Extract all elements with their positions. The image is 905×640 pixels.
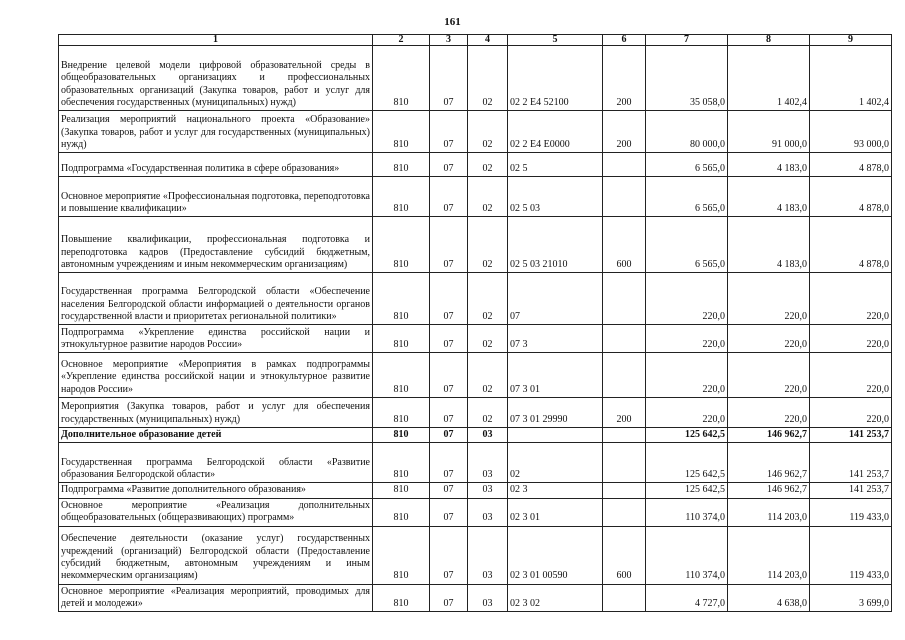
table-row xyxy=(59,325,892,353)
row-name: Повышение квалификации, профессиональная подготовка и переподготовка кадров (Предоставление субсидий бюджетным, автономным учреждениям и иным некоммерческим организациям) xyxy=(59,217,373,273)
table-row xyxy=(59,153,892,177)
row-target-article: 02 5 03 21010 xyxy=(508,217,603,273)
row-amount-year3: 220,0 xyxy=(810,325,892,353)
row-name: Государственная программа Белгородской области «Развитие образования Белгородской области» xyxy=(59,443,373,483)
header-cell: 8 xyxy=(728,35,810,46)
row-amount-year2: 220,0 xyxy=(728,273,810,325)
row-section-code: 07 xyxy=(430,398,468,428)
row-section-code: 07 xyxy=(430,526,468,584)
row-subsection-code: 03 xyxy=(468,584,508,612)
row-amount-year2: 91 000,0 xyxy=(728,111,810,153)
row-section-code: 07 xyxy=(430,217,468,273)
row-ministry-code: 810 xyxy=(373,111,430,153)
row-subsection-code: 02 xyxy=(468,46,508,111)
row-expense-type xyxy=(603,443,646,483)
table-row xyxy=(59,111,892,153)
row-ministry-code: 810 xyxy=(373,177,430,217)
row-expense-type xyxy=(603,428,646,443)
row-section-code: 07 xyxy=(430,498,468,526)
row-target-article: 02 3 01 xyxy=(508,498,603,526)
row-subsection-code: 02 xyxy=(468,111,508,153)
row-amount-year2: 114 203,0 xyxy=(728,526,810,584)
row-ministry-code: 810 xyxy=(373,498,430,526)
row-name: Мероприятия (Закупка товаров, работ и услуг для обеспечения государственных (муниципальных) нужд) xyxy=(59,398,373,428)
row-target-article: 02 5 xyxy=(508,153,603,177)
row-amount-year3: 220,0 xyxy=(810,398,892,428)
row-name: Подпрограмма «Развитие дополнительного образования» xyxy=(59,483,373,498)
row-target-article: 07 3 01 xyxy=(508,353,603,398)
row-subsection-code: 03 xyxy=(468,498,508,526)
row-name: Подпрограмма «Государственная политика в сфере образования» xyxy=(59,153,373,177)
row-amount-year1: 80 000,0 xyxy=(646,111,728,153)
header-cell: 4 xyxy=(468,35,508,46)
row-expense-type xyxy=(603,325,646,353)
row-expense-type xyxy=(603,584,646,612)
row-subsection-code: 02 xyxy=(468,398,508,428)
row-ministry-code: 810 xyxy=(373,217,430,273)
row-amount-year3: 220,0 xyxy=(810,273,892,325)
row-amount-year3: 141 253,7 xyxy=(810,443,892,483)
row-name: Обеспечение деятельности (оказание услуг) государственных учреждений (организаций) Белгородской области (Предоставление субсидий бюджетным, автономным учреждениям и иным некоммерческим организациям) xyxy=(59,526,373,584)
header-cell: 9 xyxy=(810,35,892,46)
row-amount-year2: 4 183,0 xyxy=(728,177,810,217)
row-amount-year1: 125 642,5 xyxy=(646,428,728,443)
row-section-code: 07 xyxy=(430,443,468,483)
row-name: Подпрограмма «Укрепление единства российской нации и этнокультурное развитие народов России» xyxy=(59,325,373,353)
table-row xyxy=(59,46,892,111)
row-ministry-code: 810 xyxy=(373,398,430,428)
row-subsection-code: 02 xyxy=(468,153,508,177)
row-subsection-code: 03 xyxy=(468,483,508,498)
header-cell: 6 xyxy=(603,35,646,46)
row-section-code: 07 xyxy=(430,46,468,111)
table-row xyxy=(59,483,892,498)
row-amount-year1: 110 374,0 xyxy=(646,498,728,526)
row-amount-year3: 1 402,4 xyxy=(810,46,892,111)
budget-table xyxy=(58,34,892,612)
row-section-code: 07 xyxy=(430,273,468,325)
row-target-article: 07 xyxy=(508,273,603,325)
row-amount-year2: 146 962,7 xyxy=(728,428,810,443)
row-amount-year3: 119 433,0 xyxy=(810,498,892,526)
row-amount-year1: 6 565,0 xyxy=(646,177,728,217)
row-ministry-code: 810 xyxy=(373,526,430,584)
row-name: Государственная программа Белгородской области «Обеспечение населения Белгородской области информацией о деятельности органов государственной власти и приоритетах региональной политики» xyxy=(59,273,373,325)
row-subsection-code: 02 xyxy=(468,325,508,353)
row-subsection-code: 02 xyxy=(468,353,508,398)
table-row xyxy=(59,526,892,584)
table-header-row xyxy=(59,35,892,46)
row-section-code: 07 xyxy=(430,111,468,153)
row-amount-year3: 93 000,0 xyxy=(810,111,892,153)
row-amount-year3: 4 878,0 xyxy=(810,153,892,177)
row-name: Основное мероприятие «Мероприятия в рамках подпрограммы «Укрепление единства российской нации и этнокультурное развитие народов России» xyxy=(59,353,373,398)
row-ministry-code: 810 xyxy=(373,483,430,498)
table-row xyxy=(59,584,892,612)
row-subsection-code: 02 xyxy=(468,177,508,217)
row-amount-year1: 125 642,5 xyxy=(646,443,728,483)
row-expense-type xyxy=(603,273,646,325)
row-subsection-code: 02 xyxy=(468,217,508,273)
row-section-code: 07 xyxy=(430,177,468,217)
row-amount-year2: 220,0 xyxy=(728,398,810,428)
row-amount-year1: 220,0 xyxy=(646,325,728,353)
header-cell: 1 xyxy=(59,35,373,46)
row-amount-year2: 4 183,0 xyxy=(728,217,810,273)
row-amount-year1: 220,0 xyxy=(646,398,728,428)
row-target-article: 07 3 01 29990 xyxy=(508,398,603,428)
row-amount-year1: 220,0 xyxy=(646,273,728,325)
page-number: 161 xyxy=(444,16,461,28)
row-expense-type: 200 xyxy=(603,398,646,428)
table-row xyxy=(59,217,892,273)
row-ministry-code: 810 xyxy=(373,46,430,111)
row-section-code: 07 xyxy=(430,325,468,353)
header-cell: 7 xyxy=(646,35,728,46)
row-section-code: 07 xyxy=(430,483,468,498)
table-row xyxy=(59,353,892,398)
row-subsection-code: 03 xyxy=(468,428,508,443)
row-amount-year1: 4 727,0 xyxy=(646,584,728,612)
table-row xyxy=(59,273,892,325)
header-cell: 3 xyxy=(430,35,468,46)
row-expense-type: 200 xyxy=(603,46,646,111)
row-subsection-code: 03 xyxy=(468,443,508,483)
table-row xyxy=(59,498,892,526)
row-amount-year2: 220,0 xyxy=(728,325,810,353)
row-amount-year3: 141 253,7 xyxy=(810,483,892,498)
row-ministry-code: 810 xyxy=(373,428,430,443)
row-target-article: 02 3 02 xyxy=(508,584,603,612)
row-expense-type: 600 xyxy=(603,217,646,273)
row-expense-type xyxy=(603,483,646,498)
row-amount-year1: 6 565,0 xyxy=(646,217,728,273)
row-amount-year3: 220,0 xyxy=(810,353,892,398)
row-amount-year3: 4 878,0 xyxy=(810,217,892,273)
row-target-article: 07 3 xyxy=(508,325,603,353)
row-amount-year1: 125 642,5 xyxy=(646,483,728,498)
row-target-article: 02 3 xyxy=(508,483,603,498)
row-expense-type: 600 xyxy=(603,526,646,584)
row-target-article: 02 5 03 xyxy=(508,177,603,217)
row-amount-year3: 119 433,0 xyxy=(810,526,892,584)
row-name: Основное мероприятие «Профессиональная подготовка, переподготовка и повышение квалификации» xyxy=(59,177,373,217)
row-expense-type: 200 xyxy=(603,111,646,153)
row-amount-year2: 4 638,0 xyxy=(728,584,810,612)
row-section-code: 07 xyxy=(430,584,468,612)
row-expense-type xyxy=(603,498,646,526)
row-name: Основное мероприятие «Реализация дополнительных общеобразовательных (общеразвивающих) программ» xyxy=(59,498,373,526)
row-amount-year1: 220,0 xyxy=(646,353,728,398)
row-target-article: 02 2 E4 E0000 xyxy=(508,111,603,153)
row-amount-year2: 114 203,0 xyxy=(728,498,810,526)
row-ministry-code: 810 xyxy=(373,153,430,177)
row-name: Дополнительное образование детей xyxy=(59,428,373,443)
row-target-article: 02 2 E4 52100 xyxy=(508,46,603,111)
table-row xyxy=(59,398,892,428)
row-target-article: 02 xyxy=(508,443,603,483)
row-amount-year3: 4 878,0 xyxy=(810,177,892,217)
row-amount-year1: 110 374,0 xyxy=(646,526,728,584)
row-ministry-code: 810 xyxy=(373,273,430,325)
row-amount-year2: 4 183,0 xyxy=(728,153,810,177)
table-row xyxy=(59,177,892,217)
row-amount-year1: 35 058,0 xyxy=(646,46,728,111)
row-ministry-code: 810 xyxy=(373,353,430,398)
row-amount-year3: 141 253,7 xyxy=(810,428,892,443)
row-subsection-code: 03 xyxy=(468,526,508,584)
row-amount-year2: 146 962,7 xyxy=(728,443,810,483)
row-amount-year2: 220,0 xyxy=(728,353,810,398)
row-subsection-code: 02 xyxy=(468,273,508,325)
row-name: Основное мероприятие «Реализация мероприятий, проводимых для детей и молодежи» xyxy=(59,584,373,612)
row-name: Внедрение целевой модели цифровой образовательной среды в общеобразовательных организациях и профессиональных образовательных организаций (Закупка товаров, работ и услуг для обеспечения государственных (муниципальных) нужд) xyxy=(59,46,373,111)
table-row xyxy=(59,428,892,443)
header-cell: 5 xyxy=(508,35,603,46)
row-name: Реализация мероприятий национального проекта «Образование» (Закупка товаров, работ и услуг для государственных (муниципальных) нужд) xyxy=(59,111,373,153)
row-target-article xyxy=(508,428,603,443)
row-amount-year2: 146 962,7 xyxy=(728,483,810,498)
row-section-code: 07 xyxy=(430,428,468,443)
table-row xyxy=(59,443,892,483)
row-expense-type xyxy=(603,353,646,398)
row-ministry-code: 810 xyxy=(373,325,430,353)
row-ministry-code: 810 xyxy=(373,443,430,483)
row-ministry-code: 810 xyxy=(373,584,430,612)
row-amount-year1: 6 565,0 xyxy=(646,153,728,177)
row-expense-type xyxy=(603,177,646,217)
row-section-code: 07 xyxy=(430,153,468,177)
header-cell: 2 xyxy=(373,35,430,46)
row-section-code: 07 xyxy=(430,353,468,398)
row-target-article: 02 3 01 00590 xyxy=(508,526,603,584)
row-expense-type xyxy=(603,153,646,177)
row-amount-year3: 3 699,0 xyxy=(810,584,892,612)
row-amount-year2: 1 402,4 xyxy=(728,46,810,111)
